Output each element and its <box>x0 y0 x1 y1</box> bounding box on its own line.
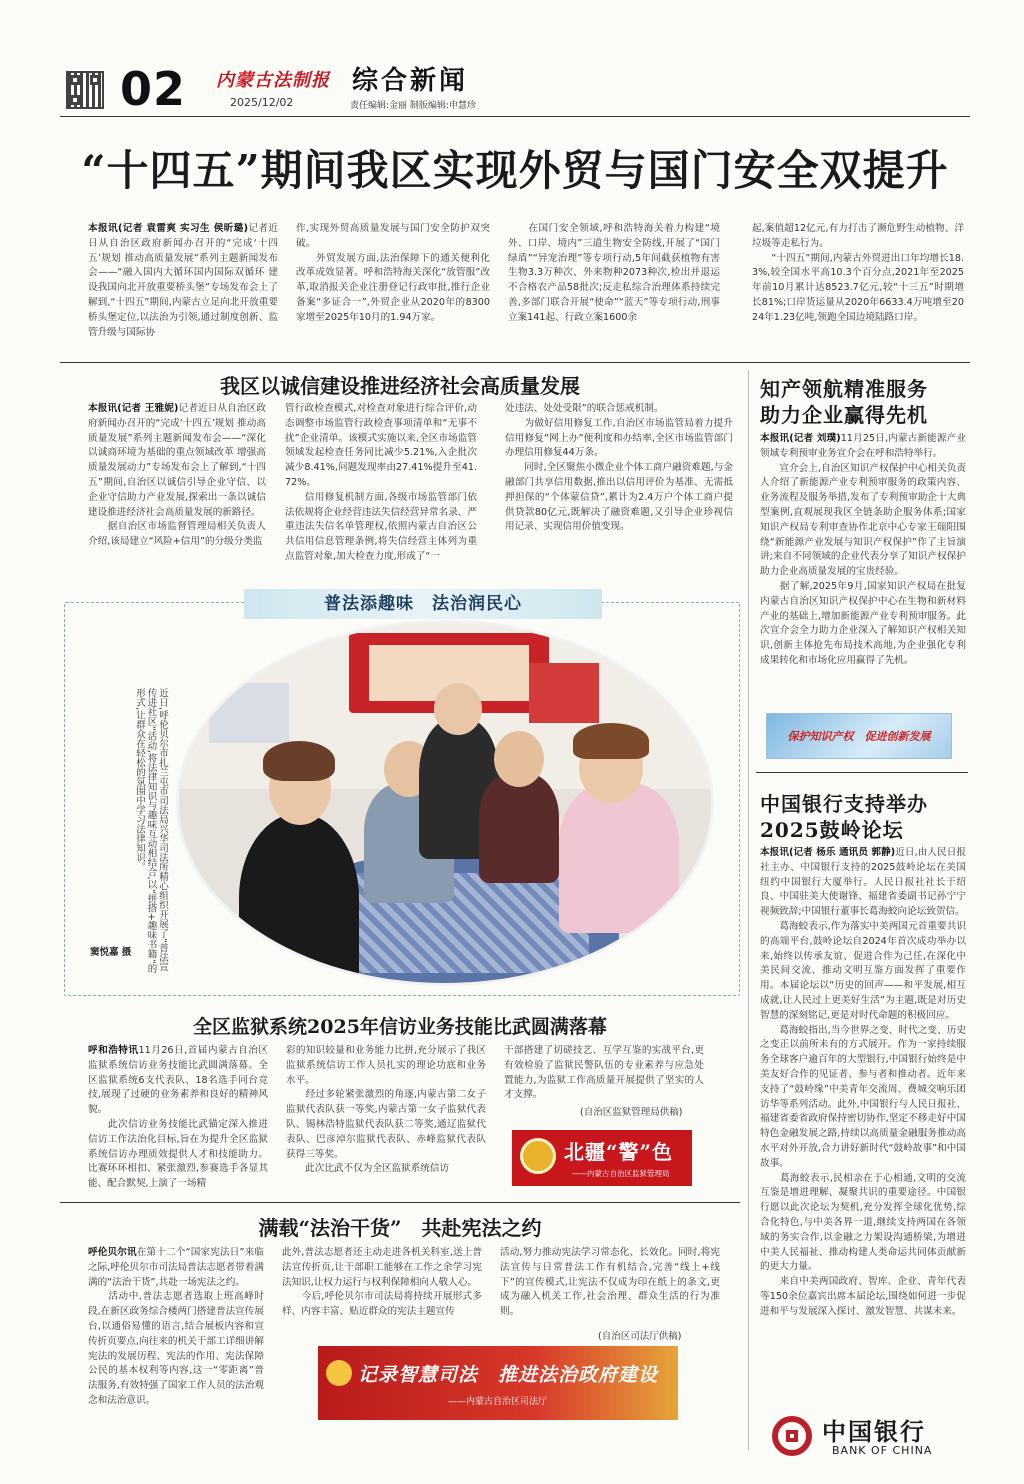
constitution-col-3: 活动,努力推动宪法学习常态化、长效化。同时,将宪法宣传与日常普法工作有机结合,完善“线上+线下”的宣传模式,让宪法不仅成为印在纸上的条文,更成为融入机关工作,社会治理、群众生活的行为准则。 <box>500 1247 720 1318</box>
ip-headline-1: 知产领航精准服务 <box>760 377 928 401</box>
constitution-text-1: 在第十二个“国家宪法日”来临之际,呼伦贝尔市司法局普法志愿者带着满满的“法治干货”,共赴一场宪法之约。 活动中,普法志愿者选取上班高峰时段,在新区政务综合楼两门搭建普法宣传展台,以通俗易懂的语言,结合展板内容和宣传折页要点,向往来的机关干部工详细讲解宪法的发展历程、宪法的作用、宪法保障公民的基本权利等内容,这一“零距离”普法服务,有效特强了国家工作人员的法治观念和法治意识。 <box>88 1247 264 1406</box>
police-badge-icon <box>520 1138 556 1174</box>
credit-text-1: 记者近日从自治区政府新闻办召开的“完成‘十四五’规划 推动高质量发展”系列主题新闻发布会——“深化以诚商环境为基础的重点领域改革 增强高质量发展动力”专场发布会上了解到,“十四五”期间,自治区以诚信引导企业守信、以企业守信助力产业发展,探索出一条以诚信建设推进经济社会高质量发展的新路径。 据自治区市场监督管理局相关负责人介绍,该局建立“风险+信用”的分级分类监 <box>88 403 266 548</box>
boc-logo-cn: 中国银行 <box>822 1417 926 1446</box>
boc-headline-1: 中国银行支持举办 <box>760 792 928 816</box>
photo-caption-text: 近日,呼伦贝尔市扎兰屯市司法局兴华司法所精心组织开展了“普法宣传进社区”活动,将法律知识与趣味互动相结合,以“拼搭+趣味书籍”的形式,让群众在轻松的氛围中学习法律知识。 <box>134 688 168 974</box>
photographer: 窦悦嘉 摄 <box>90 947 132 958</box>
boc-logo <box>772 1412 962 1462</box>
qr-code <box>66 71 104 109</box>
page-number: 02 <box>120 62 187 116</box>
prison-banner-sub: ——内蒙古自治区监狱管理局 <box>572 1169 670 1178</box>
prison-col-2: 彩的知识较量和业务能力比拼,充分展示了我区监狱系统信访工作人员扎实的理论功底和业务水平。 经过多轮紧张激烈的角逐,内蒙古第二女子监狱代表队获一等奖,内蒙古第一女子监狱代表队、锡林浩特监狱代表队获二等奖,通辽监狱代表队、巴彦淖尔监狱代表队、赤峰监狱代表队获得三等奖。 此次比武不仅为全区监狱系统信访 <box>286 1045 486 1175</box>
boc-body <box>760 846 966 1408</box>
lead-col-4: 起,案值超12亿元,有力打击了濒危野生动植物、洋垃圾等走私行为。 “十四五”期间,内蒙古外贸进出口年均增长18.3%,较全国水平高10.3个百分点,2021年至2025年前10月累计达8523.7亿元,较“十三五”时期增长81%;口岸货运量从2020年6633.4万吨增至2024年1.23亿吨,领跑全国边境陆路口岸。 <box>752 223 964 323</box>
prison-col-3: 干部搭建了切磋技艺、互学互鉴的实战平台,更有效检验了监狱民警队伍的专业素养与应急处置能力,为监狱工作高质量开展提供了坚实的人才支撑。 <box>504 1045 704 1101</box>
party-emblem-icon <box>326 1360 352 1386</box>
community-photo <box>176 620 714 986</box>
boc-headline-2: 2025鼓岭论坛 <box>760 818 904 842</box>
ip-banner <box>766 713 952 759</box>
boc-logo-icon <box>772 1416 812 1456</box>
prison-byline: 呼和浩特讯 <box>88 1045 139 1056</box>
photo-caption <box>80 688 168 978</box>
section-title: 综合新闻 <box>352 66 469 96</box>
ip-banner-text: 保护知识产权 促进创新发展 <box>787 730 931 743</box>
boc-logo-en: BANK OF CHINA <box>832 1444 933 1457</box>
credit-col-1 <box>88 402 266 580</box>
prison-col-1 <box>88 1044 268 1192</box>
issue-date: 2025/12/02 <box>230 96 294 109</box>
prison-bottom-rule <box>60 1202 740 1203</box>
ip-byline: 本报讯(记者 刘璞) <box>760 433 841 444</box>
photo-banner-text: 普法添趣味 法治润民心 <box>324 594 522 614</box>
ip-headline-2: 助力企业赢得先机 <box>760 403 928 427</box>
paper-name: 内蒙古法制报 <box>216 70 330 91</box>
ip-body <box>760 432 966 702</box>
lead-col-3: 在国门安全领域,呼和浩特海关着力构建“境外、口岸、境内”三道生物安全防线,开展了“国门绿盾”“异宠治理”等专项行动,5年间截获植物有害生物3.3万种次、外来物种2073种次,检出并退运不合格农产品58批次;反走私综合治理体系持续完善,多部门联合开展“使命”“蓝天”等专项行动,刑事立案141起、行政立案1600余 <box>508 223 720 323</box>
constitution-byline: 呼伦贝尔讯 <box>88 1247 137 1258</box>
lead-text-1: 记者近日从自治区政府新闻办召开的“完成‘十四五’规划 推动高质量发展”系列主题新闻发布会——“融入国内大循环国内国际双循环 建设我国向北开放重要桥头堡”专场发布会上了解到,“十四五”期间,内蒙古立足向北开放重要桥头堡定位,以法治为引领,通过制度创新、监管升级与国际协 <box>88 223 278 338</box>
masthead-rule <box>60 116 970 117</box>
lead-bottom-rule <box>60 362 970 363</box>
column-divider <box>748 370 749 1450</box>
lead-col-2: 作,实现外贸高质量发展与国门安全防护双突破。 外贸发展方面,法治保障下的通关便利化改革成效显著。呼和浩特海关深化“放管服”改革,取消报关企业注册登记行政审批,推行企业备案“多证合一”,外贸企业从2020年的8300家增至2025年10月的1.94万家。 <box>296 223 490 323</box>
credit-byline: 本报讯(记者 王雅妮) <box>88 403 179 414</box>
right-rule <box>756 772 968 773</box>
constitution-headline: 满载“法治干货” 共赴宪法之约 <box>258 1216 542 1240</box>
editors: 责任编辑:金丽 制版编辑:申慧珍 <box>350 101 476 111</box>
boc-text: 近日,由人民日报社主办、中国银行支持的2025鼓岭论坛在美国纽约中国银行大厦举行。人民日报社社长于绍良、中国驻美大使谢锋、福建省委副书记孙宁宁视频致辞;中国银行董事长葛海蛟向论坛致贺信。 葛海蛟表示,作为落实中美两国元首重要共识的高端平台,鼓岭论坛自2024年首次成功举办以来,始终以传承友谊、促进合作为己任,在深化中美民间交流、推动文明互鉴方面发挥了重要作用。本届论坛以“历史的回声——和平发展,相互成就,让人民过上更美好生活”为主题,既是对历史智慧的深刻铭记,更是对时代命题的积极回应。 葛海蛟指出,当今世界之变、时代之变、历史之变正以前所未有的方式展开。作为一家持续服务全球客户逾百年的大型银行,中国银行始终是中美友好合作的见证者、参与者和推动者。近年来支持了“鼓岭缘”中美青年交流周、费城交响乐团访华等系列活动。此外,中国银行与人民日报社、福建省委省政府保持密切协作,坚定不移走好中国特色金融发展之路,持续以高质量金融服务推动高水平对外开放,合力讲好新时代“鼓岭故事”和中国故事。 葛海蛟表示,民相亲在于心相通,文明的交流互鉴是增进理解、凝聚共识的重要途径。中国银行愿以此次论坛为契机,充分发挥全球化优势,综合化特色,与中美各界一道,继续支持两国在各领域的务实合作,以金融之力架设沟通桥梁,为增进中美人民福祉、推动构建人类命运共同体贡献新的更大力量。 来自中美两国政府、智库、企业、青年代表等150余位嘉宾出席本届论坛,围绕如何进一步促进和平与发展深入探讨、激发智慧、共谋未来。 <box>760 847 966 1317</box>
justice-banner <box>318 1346 678 1420</box>
lead-byline: 本报讯(记者 袁雷爽 实习生 侯昕璐) <box>88 223 249 234</box>
credit-headline: 我区以诚信建设推进经济社会高质量发展 <box>220 374 580 398</box>
justice-banner-title: 记录智慧司法 推进法治政府建设 <box>358 1364 659 1386</box>
lead-col-1 <box>88 222 278 360</box>
constitution-col-2: 此外,普法志愿者还主动走进各机关科室,送上普法宣传折页,让干部职工能够在工作之余学习宪法知识,让权力运行与权利保障相向人敬人心。 今后,呼伦贝尔市司法局将持续开展形式多样、内容丰富、贴近群众的宪法主题宣传 <box>282 1247 482 1318</box>
prison-source: (自治区监狱管理局供稿) <box>580 1107 683 1118</box>
prison-banner-title: 北疆“警”色 <box>564 1140 674 1164</box>
prison-banner <box>512 1130 692 1186</box>
credit-col-3: 处违法、处处受限”的联合惩戒机制。 为做好信用修复工作,自治区市场监管局着力提升信用修复“网上办”便利度和办结率,全区市场监管部门办理信用修复44万条。 同时,全区聚焦小微企业个体工商户融资难题,与金融部门共享信用数据,推出以信用评价为基准、无需抵押担保的“个体蒙信贷”,累计为2.4万户个体工商户提供贷款80亿元,既解决了融资难题,又引导企业珍视信用记录、实现信用价值变现。 <box>505 403 733 533</box>
credit-col-2: 管行政检查模式,对检查对象进行综合评价,动态调整市场监管行政检查事项清单和“无事不扰”企业清单。该模式实施以来,全区市场监管领域发起检查任务同比减少5.21%,入企批次减少8.41%,问题发现率由27.41%提升至41.72%。 信用修复机制方面,各级市场监管部门依法依规将企业经营违法失信经营异常名录、严重违法失信名单管理权,依照内蒙古自治区公共信用信息管理条例,将失信经营主体列为重点监管对象,加大检查力度,形成了“一 <box>285 403 477 562</box>
photo-banner <box>244 589 602 619</box>
prison-text-1: 11月26日,首届内蒙古自治区监狱系统信访业务技能比武圆满落幕。全区监狱系统6支代表队、18名选手同台竞技,展现了过硬的业务素养和良好的精神风貌。 此次信访业务技能比武锚定深入推进信访工作法治化目标,旨在为提升全区监狱系统信访办理质效提供人才和技能助力。比赛环环相扣、紧张激烈,参赛选手各显其能、配合默契,上演了一场精 <box>88 1045 268 1190</box>
ip-text: 11月25日,内蒙古新能源产业领域专利预审业务宣介会在呼和浩特举行。 宣介会上,自治区知识产权保护中心相关负责人介绍了新能源产业专利预审服务的政策内容、业务流程及服务举措,发布了专利预审助企十大典型案例,直观展现我区全链条助企服务体系;国家知识产权局专利审查协作北京中心专家王瑞阳围绕“新能源产业发展与知识产权保护”作了主旨演讲;来自不同领域的企业代表分享了知识产权保护助力企业高质量发展的宝贵经验。 据了解,2025年9月,国家知识产权局在批复内蒙古自治区知识产权保护中心在生物和新材料产业的基础上,增加新能源产业专利预审服务。此次宣介会全力助力企业深入了解知识产权相关知识,创新主体抢先布局技术高地,为企业强化专利成果转化和市场化应用赢得了先机。 <box>760 433 966 666</box>
constitution-col-1 <box>88 1246 264 1424</box>
justice-banner-sub: ——内蒙古自治区司法厅 <box>448 1397 548 1407</box>
prison-headline: 全区监狱系统2025年信访业务技能比武圆满落幕 <box>193 1016 607 1038</box>
lead-headline: “十四五”期间我区实现外贸与国门安全双提升 <box>81 146 949 195</box>
boc-byline: 本报讯(记者 杨乐 通讯员 郭静) <box>760 847 896 858</box>
constitution-source: (自治区司法厅供稿) <box>598 1331 682 1342</box>
